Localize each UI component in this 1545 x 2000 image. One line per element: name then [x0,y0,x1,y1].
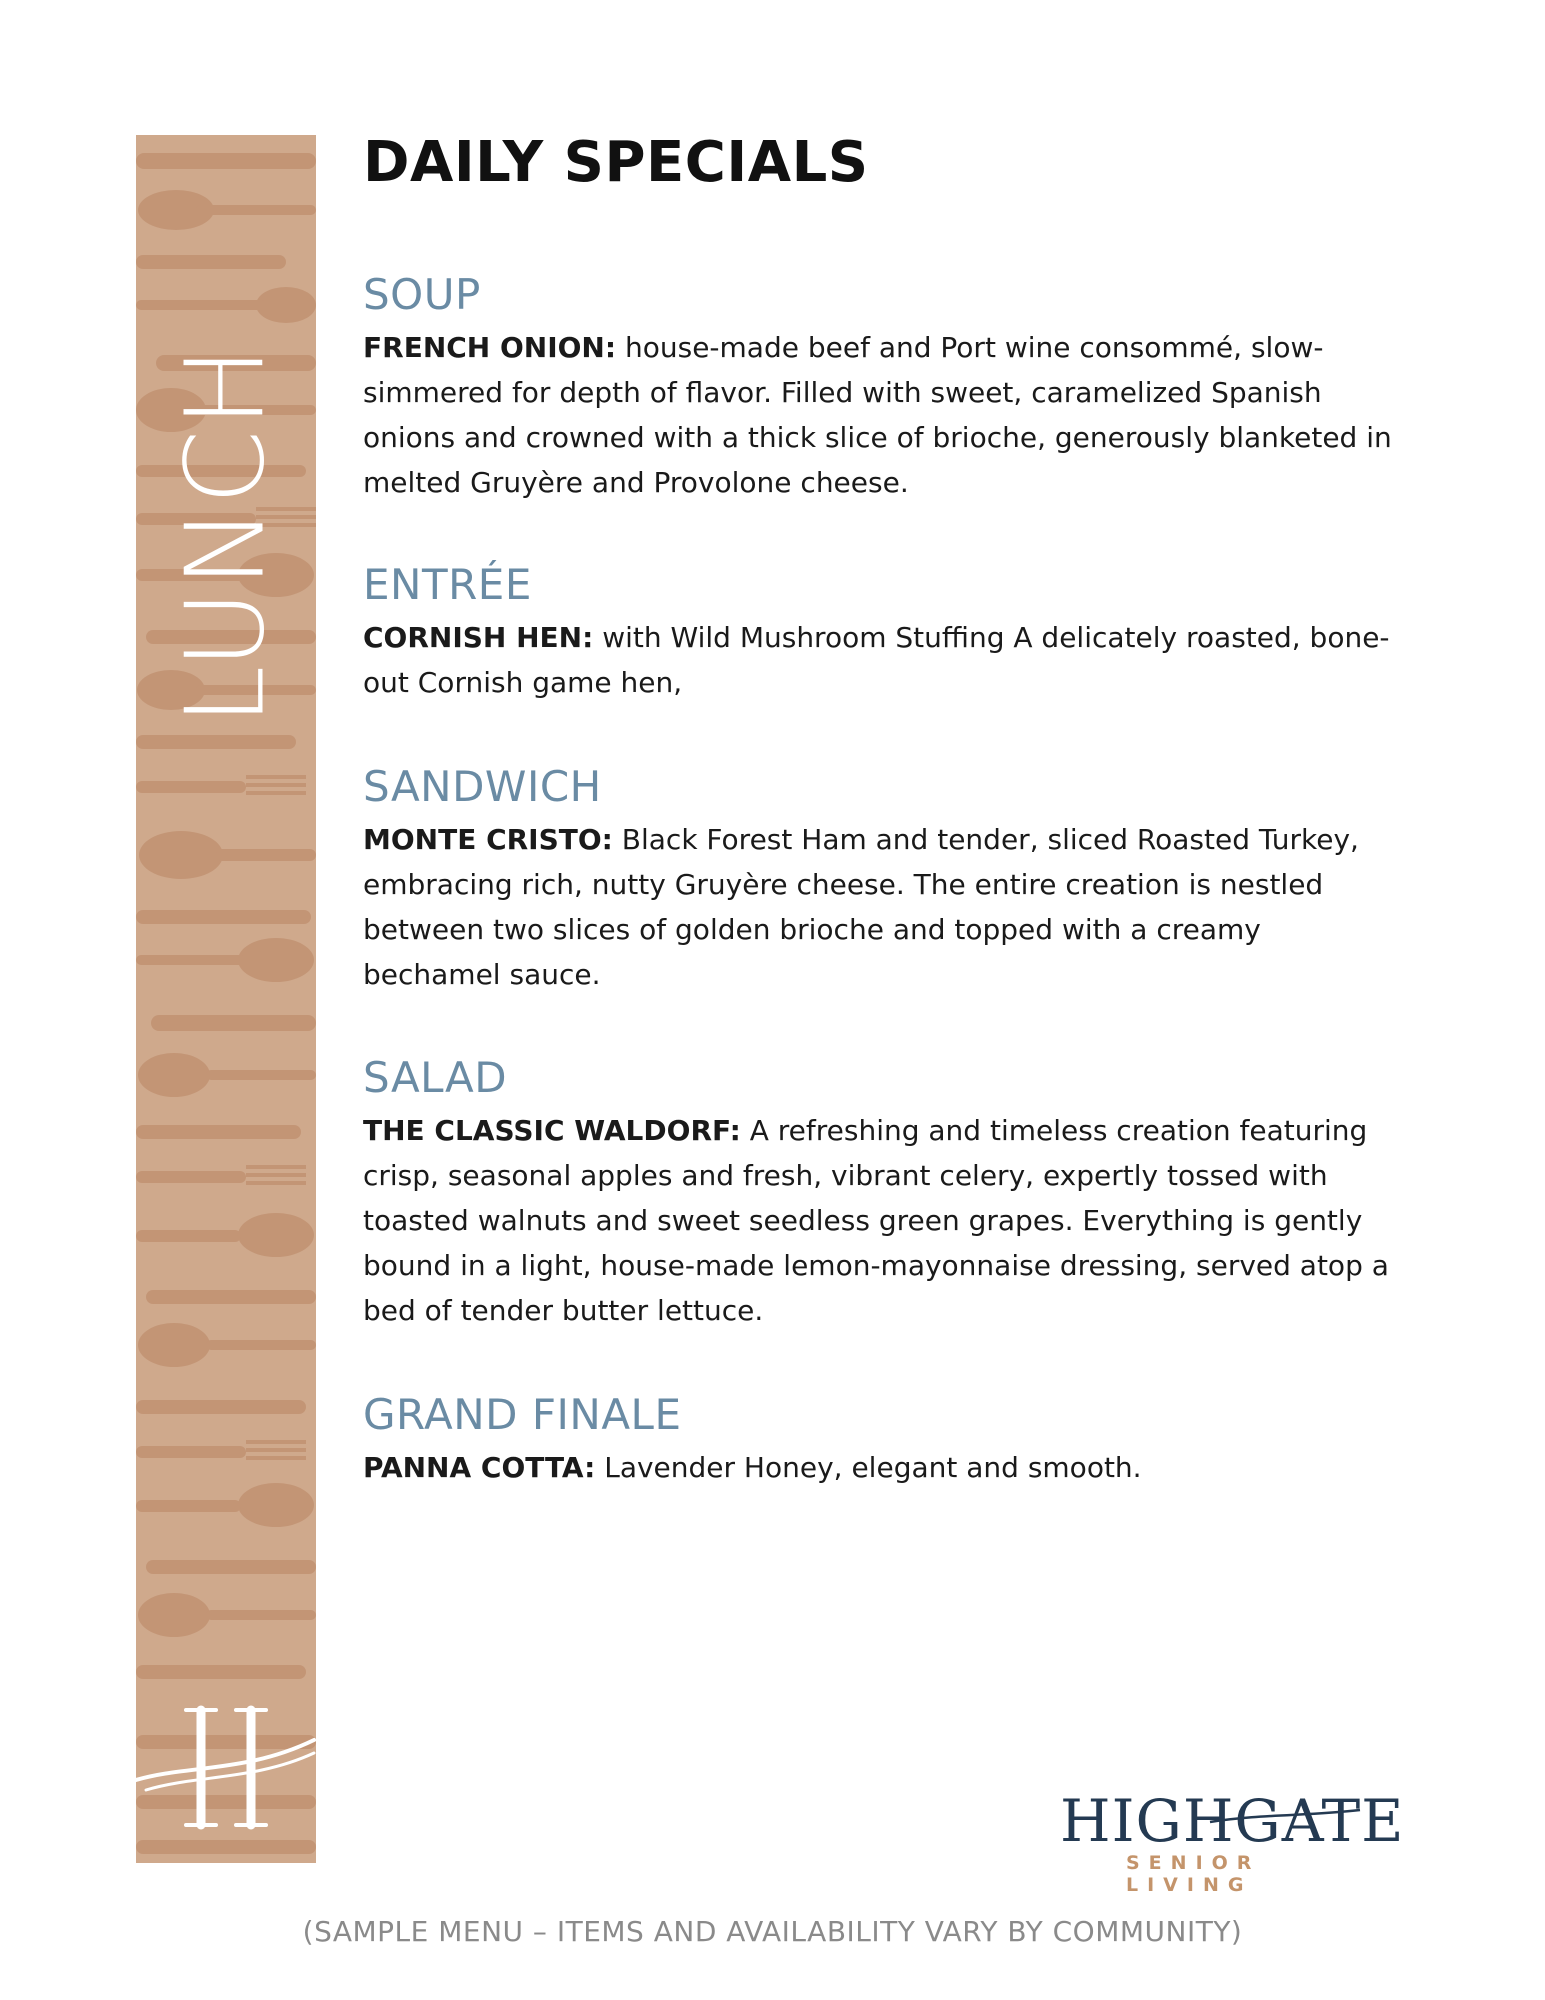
menu-item-text: Black Forest Ham and tender, sliced Roasted Turkey, embracing rich, nutty Gruyère cheese. The entire creation is nestled between two slices of golden brioche and topped with a creamy bechamel sauce. [363,823,1359,991]
menu-item-description [363,817,1393,997]
section-heading: SANDWICH [363,762,602,811]
logo-tagline: SENIOR LIVING [1126,1852,1261,1896]
menu-item-description [363,325,1393,505]
sample-menu-disclaimer: (SAMPLE MENU – ITEMS AND AVAILABILITY VARY BY COMMUNITY) [302,1915,1243,1948]
menu-item-text: Lavender Honey, elegant and smooth. [595,1451,1142,1484]
menu-item-name: THE CLASSIC WALDORF: [363,1114,741,1147]
section-entree [363,560,1393,705]
menu-item-description [363,615,1393,705]
section-heading: GRAND FINALE [363,1390,682,1439]
section-heading: SALAD [363,1053,508,1102]
highgate-logo [1060,1787,1405,1896]
highgate-monogram-icon [136,1695,316,1845]
section-heading: SOUP [363,270,481,319]
logo-name: HIGHGATE [1060,1787,1405,1855]
menu-item-name: MONTE CRISTO: [363,823,613,856]
section-sandwich [363,762,1393,997]
section-heading: ENTRÉE [363,560,532,609]
page-title: DAILY SPECIALS [363,130,869,195]
menu-item-text: A refreshing and timeless creation featuring crisp, seasonal apples and fresh, vibrant celery, expertly tossed with toasted walnuts and sweet seedless green grapes. Everything is gently bound in a light, house-made lemon-mayonnaise dressing, served atop a bed of tender butter lettuce. [363,1114,1389,1327]
menu-item-name: CORNISH HEN: [363,621,594,654]
menu-item-description [363,1445,1393,1490]
banner-lunch-label: LUNCH [163,344,289,726]
menu-item-text: with Wild Mushroom Stuffing A delicately roasted, bone-out Cornish game hen, [363,621,1390,699]
menu-item-text: house-made beef and Port wine consommé, slow-simmered for depth of flavor. Filled with sweet, caramelized Spanish onions and crowned with a thick slice of brioche, generously blanketed in melted Gruyère and Provolone cheese. [363,331,1392,499]
section-soup [363,270,1393,505]
section-salad [363,1053,1393,1333]
section-grand-finale [363,1390,1393,1490]
menu-content [363,130,1393,1484]
menu-item-name: PANNA COTTA: [363,1451,596,1484]
menu-item-name: FRENCH ONION: [363,331,617,364]
lunch-banner [136,135,316,1863]
menu-item-description [363,1108,1393,1333]
